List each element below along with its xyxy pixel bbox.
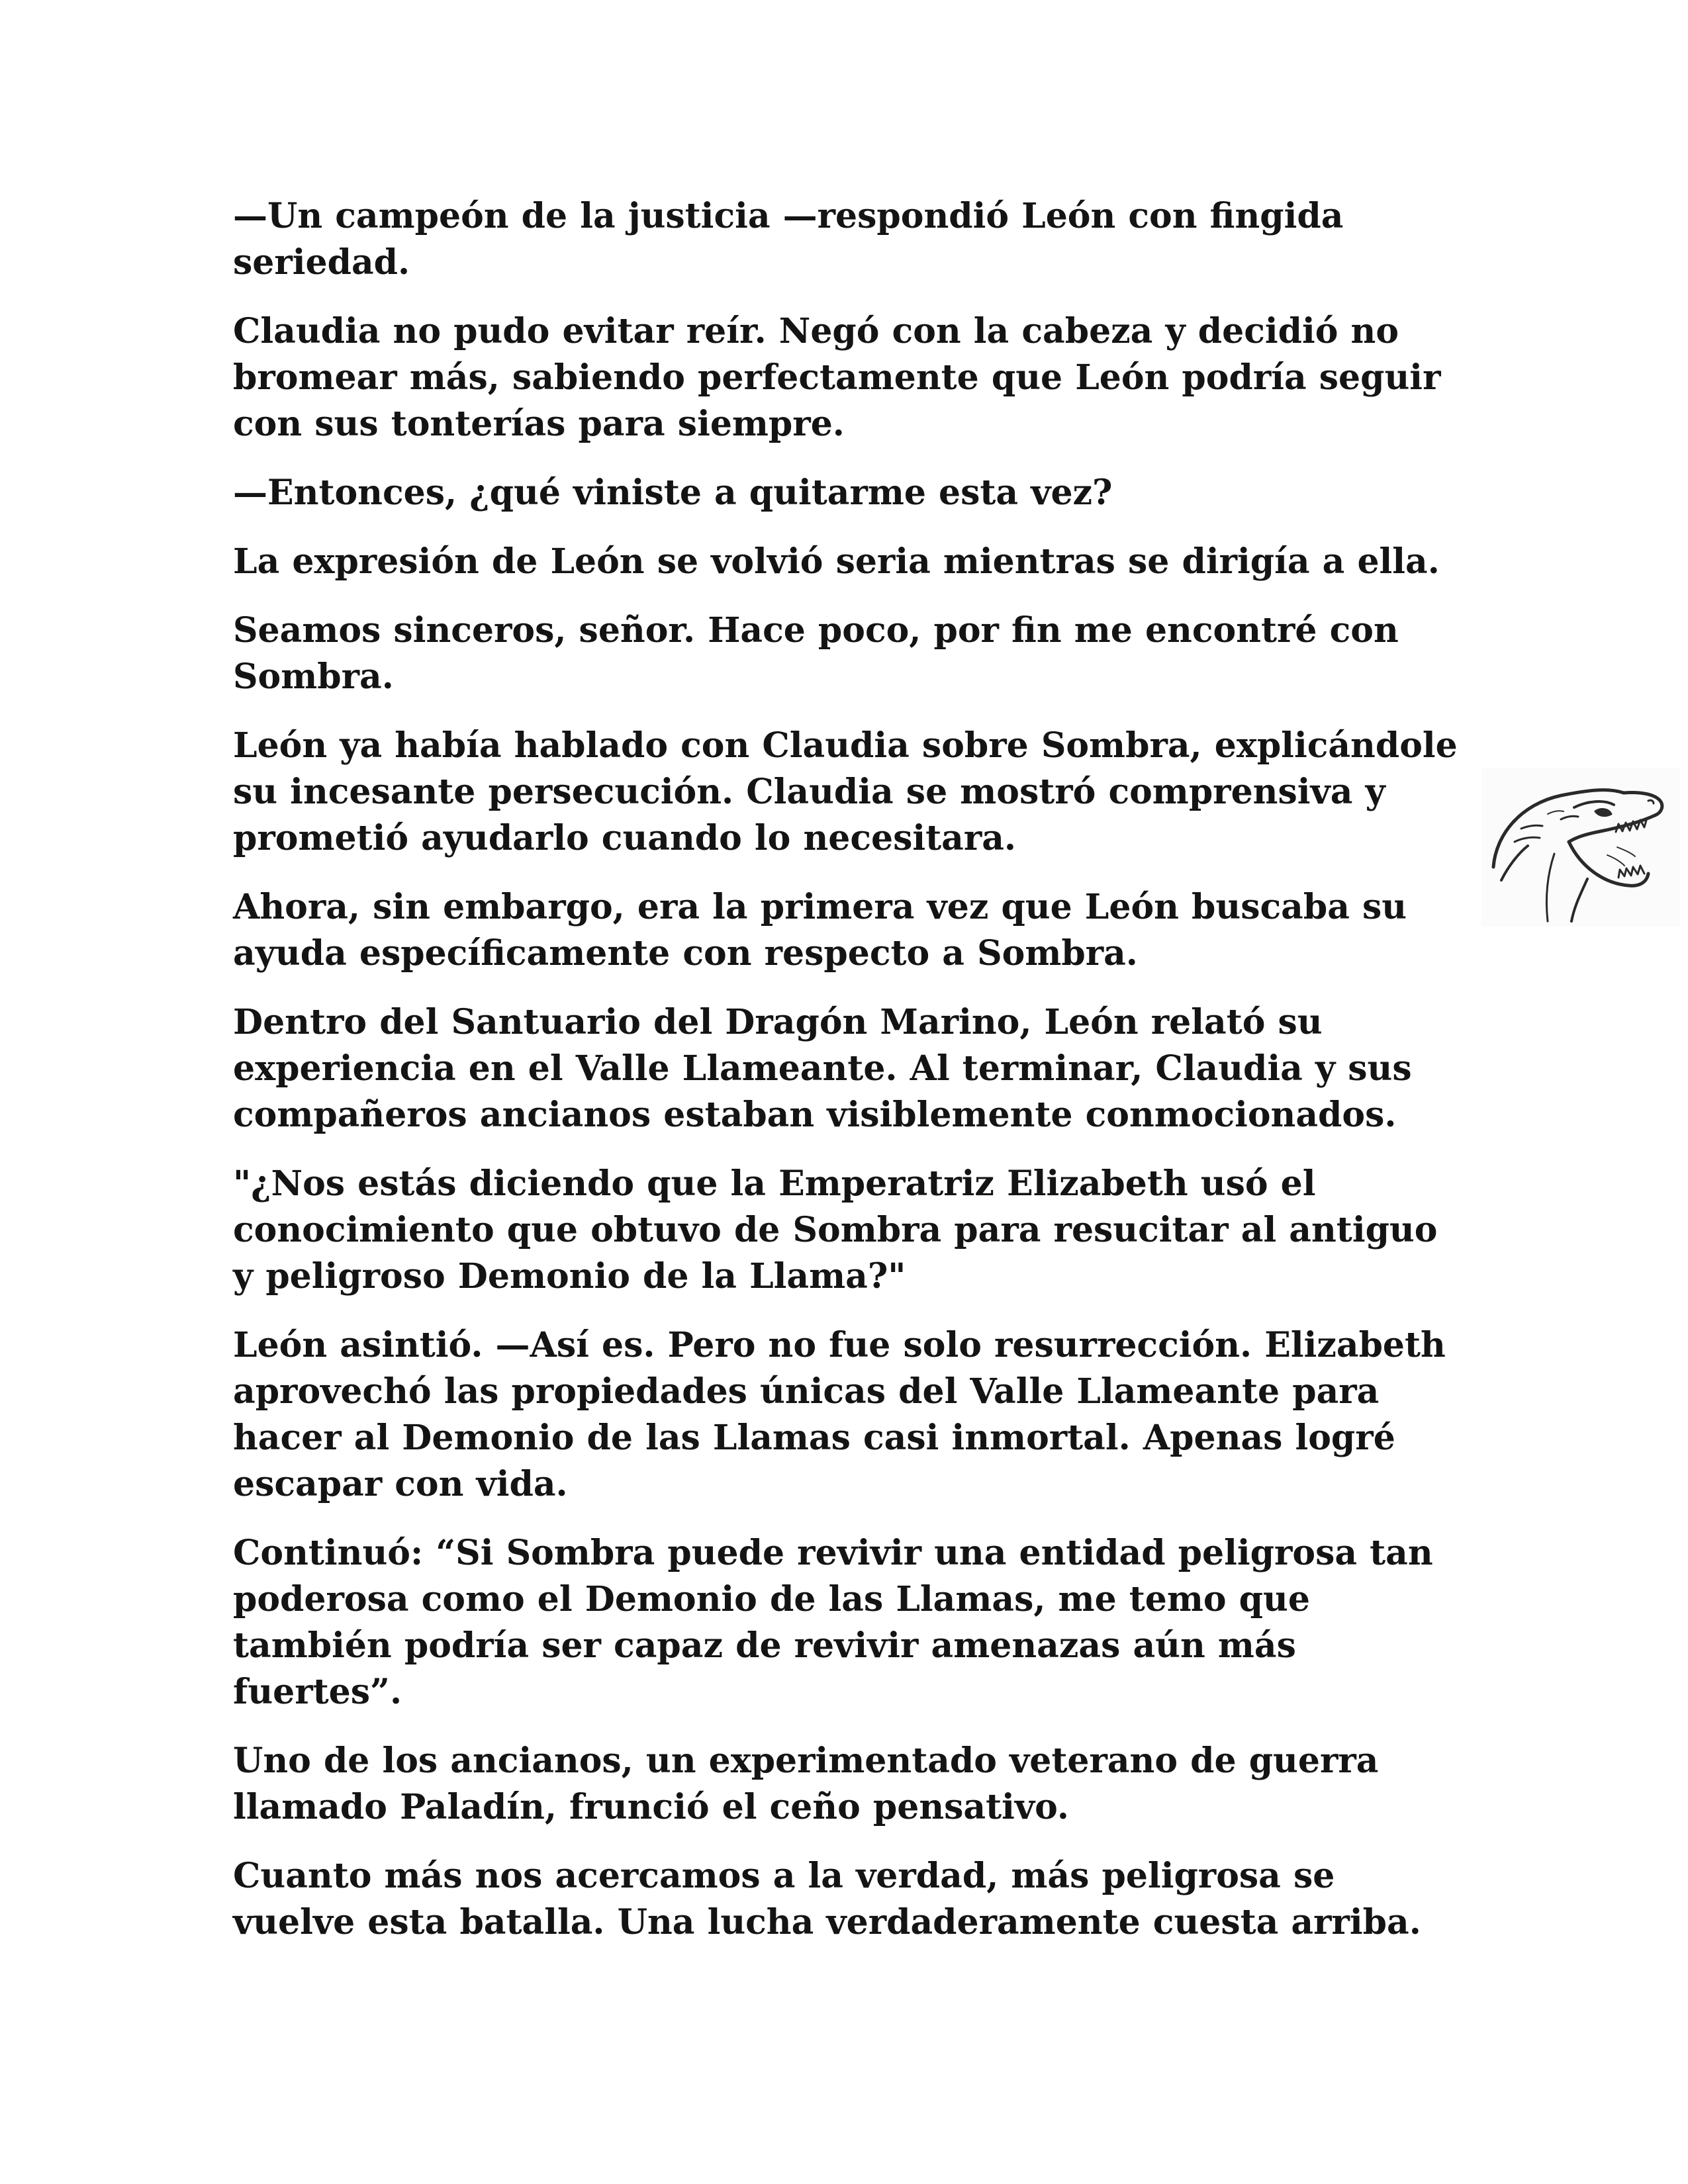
paragraph-7: Ahora, sin embargo, era la primera vez que León buscaba su ayuda específicamente con respecto a Sombra. (233, 887, 1407, 974)
paragraph-11: Continuó: “Si Sombra puede revivir una entidad peligrosa tan poderosa como el Demonio de las Llamas, me temo que también podría ser capaz de revivir amenazas aún más fuertes”. (233, 1533, 1433, 1712)
paragraph-4: La expresión de León se volvió seria mientras se dirigía a ella. (233, 541, 1440, 582)
paragraph-3: —Entonces, ¿qué viniste a quitarme esta vez? (233, 473, 1113, 513)
paragraph-8: Dentro del Santuario del Dragón Marino, León relató su experiencia en el Valle Llameante. Al terminar, Claudia y sus compañeros ancianos estaban visiblemente conmocionados. (233, 1002, 1412, 1135)
paragraph-5: Seamos sinceros, señor. Hace poco, por fin me encontré con Sombra. (233, 610, 1399, 697)
paragraph-2: Claudia no pudo evitar reír. Negó con la cabeza y decidió no bromear más, sabiendo perfectamente que León podría seguir con sus tonterías para siempre. (233, 311, 1441, 444)
paragraph-13: Cuanto más nos acercamos a la verdad, más peligrosa se vuelve esta batalla. Una lucha verdaderamente cuesta arriba. (233, 1856, 1421, 1942)
text-column (233, 193, 1458, 1968)
paragraph-1: —Un campeón de la justicia —respondió León con fingida seriedad. (233, 196, 1344, 283)
paragraph-10: León asintió. —Así es. Pero no fue solo resurrección. Elizabeth aprovechó las propiedades únicas del Valle Llameante para hacer al Demonio de las Llamas casi inmortal. Apenas logré escapar con vida. (233, 1325, 1446, 1504)
paragraph-9: "¿Nos estás diciendo que la Emperatriz Elizabeth usó el conocimiento que obtuvo de Sombra para resucitar al antiguo y peligroso Demonio de la Llama?" (233, 1163, 1438, 1297)
paragraph-12: Uno de los ancianos, un experimentado veterano de guerra llamado Paladín, frunció el ceño pensativo. (233, 1741, 1379, 1827)
paragraph-6: León ya había hablado con Claudia sobre Sombra, explicándole su incesante persecución. Claudia se mostró comprensiva y prometió ayudarlo cuando lo necesitara. (233, 725, 1458, 858)
dinosaur-head-sketch-icon (1481, 768, 1680, 927)
